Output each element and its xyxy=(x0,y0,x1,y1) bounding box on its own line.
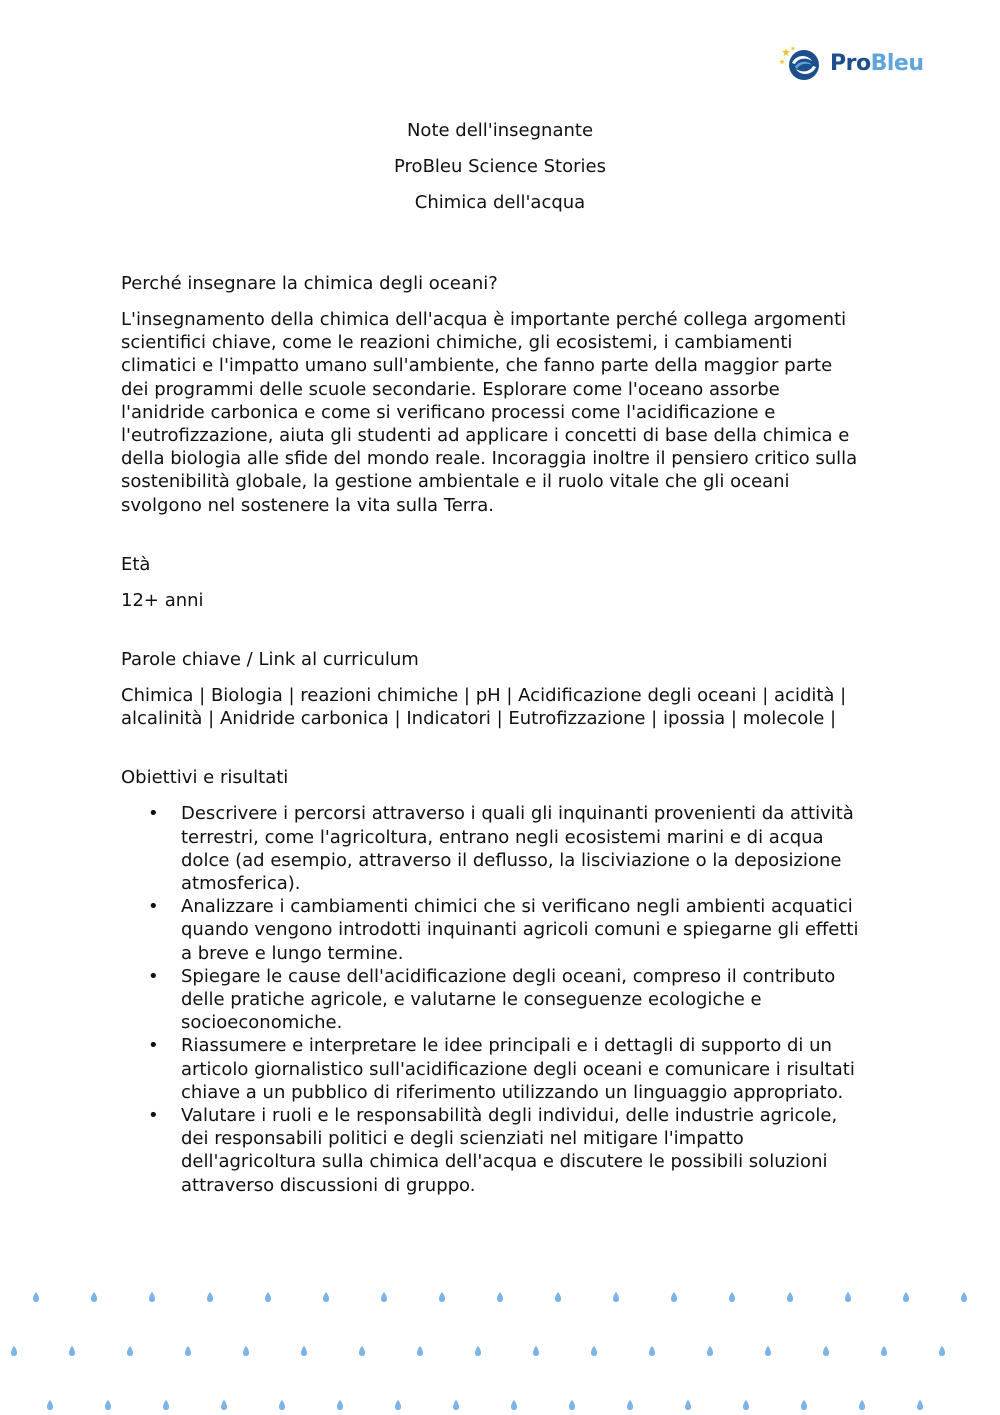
list-item: • Analizzare i cambiamenti chimici che si verificano negli ambienti acquatici quando vengono introdotti inquinanti agricoli comuni e spiegarne gli effetti a breve e lungo termine. xyxy=(148,896,859,964)
list-item: • Riassumere e interpretare le idee principali e i dettagli di supporto di un articolo giornalistico sull'acidificazione degli oceani e comunicare i risultati chiave a un pubblico di riferimento utilizzando un linguaggio appropriato. xyxy=(148,1035,855,1103)
why-line: della biologia alle sfide del mondo reale. Incoraggia inoltre il pensiero critico sulla xyxy=(121,448,858,470)
water-drop-icon xyxy=(939,1346,945,1356)
water-drop-icon xyxy=(127,1346,133,1356)
age-value: 12+ anni xyxy=(121,589,204,611)
document-body xyxy=(121,272,881,1197)
water-drop-icon xyxy=(961,1292,967,1302)
list-item: • Descrivere i percorsi attraverso i quali gli inquinanti provenienti da attività terrestri, come l'agricoltura, entrano negli ecosistemi marini e di acqua dolce (ad esempio, attraverso il deflusso, la lisciviazione o la deposizione atmosferica). xyxy=(148,803,854,895)
water-drop-icon xyxy=(105,1400,111,1410)
water-drop-icon xyxy=(823,1346,829,1356)
probleu-logo xyxy=(778,44,923,86)
water-drop-icon xyxy=(381,1292,387,1302)
water-drop-icon xyxy=(743,1400,749,1410)
why-line: L'insegnamento della chimica dell'acqua è importante perché collega argomenti xyxy=(121,309,847,330)
keywords-line: Chimica | Biologia | reazioni chimiche | pH | Acidificazione degli oceani | acidità | xyxy=(121,685,847,707)
water-drop-icon xyxy=(881,1346,887,1356)
water-drop-icon xyxy=(627,1400,633,1410)
series-title: ProBleu Science Stories xyxy=(394,156,606,177)
water-drop-icon xyxy=(729,1292,735,1302)
water-drop-icon xyxy=(787,1292,793,1302)
title-block xyxy=(0,119,1000,227)
list-item: • Spiegare le cause dell'acidificazione degli oceani, compreso il contributo delle pratiche agricole, e valutarne le conseguenze ecologiche e socioeconomiche. xyxy=(148,965,836,1034)
water-drop-icon xyxy=(207,1292,213,1302)
bullet-icon: • xyxy=(148,1035,159,1057)
water-drop-icon xyxy=(91,1292,97,1302)
bullet-icon: • xyxy=(148,965,159,987)
water-drop-icon xyxy=(591,1346,597,1356)
water-drop-icon xyxy=(707,1346,713,1356)
why-line: climatici e l'impatto umano sull'ambiente, che fanno parte della maggior parte xyxy=(121,355,833,377)
water-drop-icon xyxy=(917,1400,923,1410)
age-heading: Età xyxy=(121,553,151,575)
water-drop-icon xyxy=(569,1400,575,1410)
water-drop-icon xyxy=(221,1400,227,1410)
water-drop-icon xyxy=(903,1292,909,1302)
water-drop-icon xyxy=(33,1292,39,1302)
probleu-swirl-logo-icon xyxy=(778,44,826,86)
why-line: l'anidride carbonica e come si verificano processi come l'acidificazione e xyxy=(121,401,776,423)
water-drop-icon xyxy=(47,1400,53,1410)
document-type-title: Note dell'insegnante xyxy=(406,120,594,141)
why-line: svolgono nel sostenere la vita sulla Terra. xyxy=(121,494,495,516)
water-drop-icon xyxy=(671,1292,677,1302)
keywords-heading: Parole chiave / Link al curriculum xyxy=(121,649,419,671)
water-drop-icon xyxy=(11,1346,17,1356)
list-item: • Valutare i ruoli e le responsabilità degli individui, delle industrie agricole, dei responsabili politici e degli scienziati nel mitigare l'impatto dell'agricoltura sulla chimica dell'acqua e discutere le possibili soluzioni attraverso discussioni di gruppo. xyxy=(148,1105,838,1196)
water-drop-icon xyxy=(163,1400,169,1410)
water-drop-icon xyxy=(149,1292,155,1302)
water-drop-icon xyxy=(511,1400,517,1410)
objectives-heading: Obiettivi e risultati xyxy=(121,767,289,789)
water-drop-icon xyxy=(323,1292,329,1302)
water-drop-icon xyxy=(69,1346,75,1356)
water-drop-icon xyxy=(265,1292,271,1302)
water-drop-icon xyxy=(497,1292,503,1302)
objectives-list xyxy=(121,802,881,1196)
why-line: scientifici chiave, come le reazioni chimiche, gli ecosistemi, i cambiamenti xyxy=(121,332,793,354)
water-drop-icon xyxy=(613,1292,619,1302)
water-drop-icon xyxy=(845,1292,851,1302)
topic-title: Chimica dell'acqua xyxy=(414,192,586,213)
why-line: dei programmi delle scuole secondarie. Esplorare come l'oceano assorbe xyxy=(121,378,780,400)
water-drop-icon xyxy=(337,1400,343,1410)
water-drop-pattern xyxy=(0,1280,1000,1415)
why-heading: Perché insegnare la chimica degli oceani? xyxy=(121,273,498,294)
logo-text-pro: Pro xyxy=(830,51,871,76)
water-drop-icon xyxy=(279,1400,285,1410)
why-line: l'eutrofizzazione, aiuta gli studenti ad applicare i concetti di base della chimica e xyxy=(121,425,850,447)
why-paragraph xyxy=(121,308,881,517)
water-drop-icon xyxy=(417,1346,423,1356)
water-drop-icon xyxy=(243,1346,249,1356)
logo-text-bleu: Bleu xyxy=(870,51,924,76)
why-line: sostenibilità globale, la gestione ambientale e il ruolo vitale che gli oceani xyxy=(121,471,790,493)
bullet-icon: • xyxy=(148,803,159,825)
water-drop-icon xyxy=(185,1346,191,1356)
water-drop-icon xyxy=(685,1400,691,1410)
water-drop-icon xyxy=(439,1292,445,1302)
water-drop-icon xyxy=(475,1346,481,1356)
bullet-icon: • xyxy=(148,896,159,918)
keywords-paragraph xyxy=(121,684,881,730)
water-drop-icon xyxy=(859,1400,865,1410)
keywords-line: alcalinità | Anidride carbonica | Indicatori | Eutrofizzazione | ipossia | molecole | xyxy=(121,708,837,730)
probleu-wordmark xyxy=(830,49,924,79)
water-drop-icon xyxy=(649,1346,655,1356)
water-drop-icon xyxy=(533,1346,539,1356)
water-drop-icon xyxy=(765,1346,771,1356)
water-drop-icon xyxy=(395,1400,401,1410)
water-drop-icon xyxy=(555,1292,561,1302)
water-drop-icon xyxy=(301,1346,307,1356)
water-drop-icon xyxy=(359,1346,365,1356)
bullet-icon: • xyxy=(148,1105,159,1127)
water-drop-icon xyxy=(453,1400,459,1410)
water-drop-icon xyxy=(801,1400,807,1410)
